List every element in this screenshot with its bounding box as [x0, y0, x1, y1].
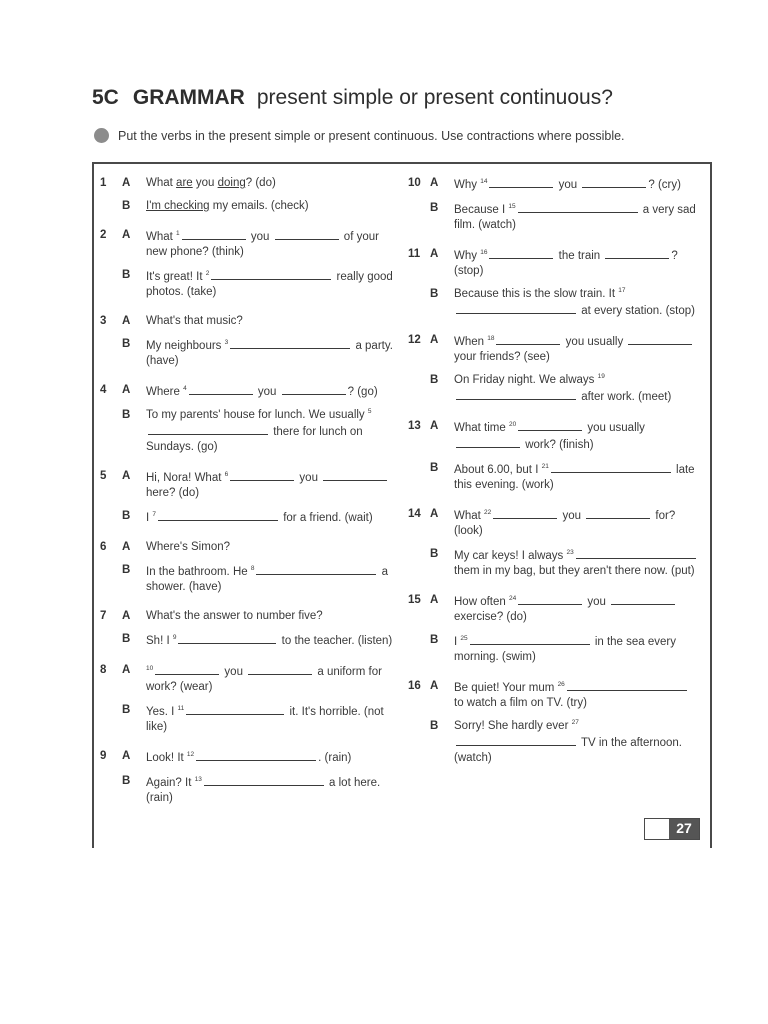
- text-segment: My car keys! I always: [454, 550, 567, 562]
- text-segment: About 6.00, but I: [454, 464, 542, 476]
- answer-blank[interactable]: [611, 593, 675, 605]
- dialogue-text: [454, 507, 700, 539]
- text-segment: TV in the afternoon. (watch): [454, 737, 682, 764]
- text-segment: late this evening. (work): [454, 464, 695, 491]
- speaker-label: A: [122, 541, 131, 553]
- gap-number: 10: [146, 665, 154, 672]
- text-segment: Because this is the slow train. It: [454, 288, 619, 300]
- exercise-number: [408, 547, 430, 579]
- text-segment: a uniform for work? (wear): [146, 666, 382, 693]
- dialogue-line: [100, 314, 400, 329]
- dialogue-text: [454, 593, 700, 625]
- dialogue-line: [100, 337, 400, 369]
- text-segment: What's that music?: [146, 315, 243, 327]
- exercise-item: [100, 469, 400, 526]
- page-title: [92, 86, 613, 110]
- exercise-item: [100, 228, 400, 300]
- dialogue-text: [454, 679, 700, 711]
- dialogue-text: [454, 176, 700, 193]
- exercise-number: 12: [408, 334, 421, 346]
- exercise-number: [408, 461, 430, 493]
- dialogue-text: [454, 333, 700, 365]
- text-segment: ? (do): [245, 177, 276, 189]
- speaker-label: B: [430, 634, 439, 646]
- text-segment: my emails. (check): [209, 200, 309, 212]
- gap-number: 15: [508, 203, 516, 210]
- answer-blank[interactable]: [551, 461, 671, 473]
- answer-blank[interactable]: [576, 547, 696, 559]
- text-segment: in the sea every morning. (swim): [454, 636, 677, 663]
- answer-blank[interactable]: [230, 337, 350, 349]
- text-segment: Because I: [454, 204, 509, 216]
- dialogue-text: [454, 547, 700, 579]
- text-segment: here? (do): [146, 487, 200, 499]
- dialogue-line: [100, 383, 400, 400]
- text-segment: What: [454, 510, 485, 522]
- text-segment: Sh! I: [146, 635, 173, 647]
- dialogue-line: [100, 663, 400, 695]
- answer-blank[interactable]: [456, 436, 520, 448]
- exercise-number: 6: [100, 541, 107, 553]
- exercise-number: [100, 509, 122, 526]
- exercise-number: 15: [408, 594, 421, 606]
- gap-number: 24: [508, 595, 517, 602]
- dialogue-line: [408, 593, 700, 625]
- answer-blank[interactable]: [196, 749, 316, 761]
- text-segment: for a friend. (wait): [280, 512, 373, 524]
- text-segment: you: [221, 666, 247, 678]
- speaker-label: B: [122, 775, 131, 787]
- text-segment: exercise? (do): [454, 611, 527, 623]
- gap-number: 27: [571, 719, 579, 726]
- answer-blank[interactable]: [605, 247, 669, 259]
- exercise-item: [408, 507, 700, 579]
- exercise-number: 13: [408, 420, 421, 432]
- answer-blank[interactable]: [518, 593, 582, 605]
- text-segment: you: [584, 596, 610, 608]
- text-segment: it. It's horrible. (not like): [146, 706, 384, 733]
- exercise-number: [100, 632, 122, 649]
- text-segment: Why: [454, 250, 481, 262]
- dialogue-line: [100, 632, 400, 649]
- speaker-label: A: [430, 420, 439, 432]
- text-segment: In the bathroom. He: [146, 566, 251, 578]
- speaker-label: A: [430, 248, 439, 260]
- text-segment: really good photos. (take): [146, 271, 393, 298]
- gap-number: 19: [597, 373, 605, 380]
- answer-blank[interactable]: [518, 419, 582, 431]
- dialogue-text: [146, 563, 400, 595]
- exercise-item: [408, 176, 700, 233]
- exercise-number: [100, 199, 122, 214]
- answer-blank[interactable]: [178, 632, 276, 644]
- exercise-number: 1: [100, 177, 107, 189]
- dialogue-line: [408, 333, 700, 365]
- dialogue-line: [100, 563, 400, 595]
- frame-left-border: [92, 162, 94, 848]
- gap-number: 11: [177, 705, 185, 712]
- gap-number: 4: [183, 385, 187, 392]
- dialogue-text: [454, 373, 700, 405]
- exercise-item: [100, 540, 400, 595]
- answer-blank[interactable]: [493, 507, 557, 519]
- exercise-item: [100, 383, 400, 455]
- text-segment: On Friday night. We always: [454, 374, 598, 386]
- dialogue-line: [408, 633, 700, 665]
- text-segment: I: [454, 636, 461, 648]
- dialogue-text: [146, 632, 400, 649]
- exercise-number: [100, 268, 122, 300]
- text-segment: work? (finish): [522, 439, 594, 451]
- answer-blank[interactable]: [489, 176, 553, 188]
- text-segment: I: [146, 512, 153, 524]
- example-answer: I'm checking: [146, 200, 210, 212]
- text-segment: a party. (have): [146, 340, 393, 367]
- speaker-label: A: [122, 315, 131, 327]
- gap-number: 16: [480, 249, 488, 256]
- gap-number: 17: [618, 287, 626, 294]
- exercise-number: [408, 719, 430, 766]
- section-topic: present simple or present continuous?: [256, 86, 613, 109]
- gap-number: 21: [541, 463, 549, 470]
- gap-number: 14: [480, 178, 488, 185]
- text-segment: you: [254, 386, 280, 398]
- dialogue-line: [100, 199, 400, 214]
- exercise-item: [100, 176, 400, 214]
- text-segment: To my parents' house for lunch. We usually: [146, 409, 368, 421]
- dialogue-line: [100, 703, 400, 735]
- text-segment: you: [247, 231, 273, 243]
- text-segment: you usually: [562, 336, 627, 348]
- dialogue-text: [146, 408, 400, 455]
- dialogue-line: [100, 509, 400, 526]
- text-segment: you usually: [584, 422, 645, 434]
- text-segment: Sorry! She hardly ever: [454, 720, 572, 732]
- speaker-label: B: [430, 720, 439, 732]
- exercise-item: [100, 609, 400, 649]
- speaker-label: A: [122, 177, 131, 189]
- text-segment: ? (cry): [648, 179, 681, 191]
- dialogue-text: [454, 201, 700, 233]
- dialogue-text: [454, 419, 700, 453]
- text-segment: for? (look): [454, 510, 676, 537]
- answer-blank[interactable]: [567, 679, 687, 691]
- speaker-label: B: [122, 564, 131, 576]
- exercise-number: [100, 703, 122, 735]
- answer-blank[interactable]: [155, 663, 219, 675]
- dialogue-line: [408, 201, 700, 233]
- speaker-label: B: [430, 288, 439, 300]
- answer-blank[interactable]: [186, 703, 284, 715]
- instruction-bullet-icon: [94, 128, 109, 143]
- answer-blank[interactable]: [148, 423, 268, 435]
- dialogue-line: [408, 679, 700, 711]
- exercise-item: [100, 314, 400, 369]
- exercise-number: [408, 287, 430, 319]
- speaker-label: B: [122, 409, 131, 421]
- dialogue-text: [454, 719, 700, 766]
- text-segment: What: [146, 177, 177, 189]
- dialogue-line: [100, 469, 400, 501]
- text-segment: a shower. (have): [146, 566, 389, 593]
- answer-blank[interactable]: [628, 333, 692, 345]
- exercise-item: [408, 247, 700, 319]
- gap-number: 3: [224, 339, 229, 346]
- text-segment: you: [192, 177, 218, 189]
- exercise-number: 8: [100, 664, 107, 676]
- answer-blank[interactable]: [518, 201, 638, 213]
- text-segment: When: [454, 336, 488, 348]
- exercise-number: [408, 633, 430, 665]
- answer-blank[interactable]: [256, 563, 376, 575]
- speaker-label: A: [430, 594, 439, 606]
- answer-blank[interactable]: [211, 268, 331, 280]
- dialogue-text: [146, 540, 400, 555]
- dialogue-text: [146, 268, 400, 300]
- text-segment: ? (go): [347, 386, 378, 398]
- text-segment: Why: [454, 179, 481, 191]
- exercise-number: [408, 373, 430, 405]
- text-segment: your friends? (see): [454, 351, 550, 363]
- answer-blank[interactable]: [248, 663, 312, 675]
- text-segment: after work. (meet): [578, 391, 672, 403]
- exercise-number: 14: [408, 508, 421, 520]
- text-segment: Look! It: [146, 752, 187, 764]
- answer-blank[interactable]: [582, 176, 646, 188]
- dialogue-line: [100, 176, 400, 191]
- gap-number: 1: [176, 230, 180, 237]
- dialogue-line: [100, 774, 400, 806]
- exercise-number: 16: [408, 680, 421, 692]
- text-segment: Yes. I: [146, 706, 178, 718]
- text-segment: there for lunch on Sundays. (go): [146, 426, 363, 453]
- answer-blank[interactable]: [158, 509, 278, 521]
- instruction-row: [94, 128, 625, 143]
- left-column: [100, 176, 400, 820]
- dialogue-line: [408, 507, 700, 539]
- text-segment: ? (stop): [454, 250, 678, 277]
- text-segment: you: [559, 510, 585, 522]
- gap-number: 25: [460, 635, 468, 642]
- text-segment: you: [555, 179, 581, 191]
- speaker-label: B: [430, 462, 439, 474]
- exercise-item: [100, 663, 400, 735]
- exercise-number: [100, 774, 122, 806]
- exercise-number: 5: [100, 470, 107, 482]
- dialogue-line: [100, 228, 400, 260]
- exercise-number: 11: [408, 248, 421, 260]
- dialogue-line: [408, 287, 700, 319]
- gap-number: 8: [250, 565, 255, 572]
- exercise-item: [408, 419, 700, 493]
- dialogue-text: [146, 749, 400, 766]
- exercise-number: 2: [100, 229, 107, 241]
- dialogue-text: [146, 199, 400, 214]
- exercise-number: 9: [100, 750, 107, 762]
- dialogue-text: [146, 509, 400, 526]
- page-number-blank: [645, 819, 669, 839]
- section-code: 5C: [92, 86, 119, 109]
- exercise-item: [408, 593, 700, 665]
- text-segment: What's the answer to number five?: [146, 610, 323, 622]
- dialogue-text: [146, 469, 400, 501]
- frame-top-border: [92, 162, 712, 164]
- speaker-label: A: [430, 680, 439, 692]
- text-segment: the train: [555, 250, 604, 262]
- speaker-label: B: [122, 510, 131, 522]
- text-segment: Where: [146, 386, 184, 398]
- text-segment: a very sad film. (watch): [454, 204, 696, 231]
- speaker-label: B: [122, 633, 131, 645]
- answer-blank[interactable]: [189, 383, 253, 395]
- dialogue-text: [146, 176, 400, 191]
- text-segment: to the teacher. (listen): [278, 635, 393, 647]
- answer-blank[interactable]: [470, 633, 590, 645]
- text-segment: Be quiet! Your mum: [454, 682, 558, 694]
- speaker-label: B: [430, 374, 439, 386]
- right-column: [408, 176, 700, 780]
- text-segment: at every station. (stop): [578, 305, 695, 317]
- gap-number: 12: [186, 751, 195, 758]
- exercise-number: [100, 408, 122, 455]
- exercise-number: [100, 337, 122, 369]
- text-segment: How often: [454, 596, 509, 608]
- dialogue-line: [408, 461, 700, 493]
- page-number: 27: [669, 819, 699, 839]
- speaker-label: B: [430, 548, 439, 560]
- gap-number: 9: [172, 634, 177, 641]
- dialogue-line: [408, 719, 700, 766]
- speaker-label: B: [122, 338, 131, 350]
- dialogue-text: [454, 247, 700, 279]
- dialogue-line: [100, 540, 400, 555]
- dialogue-line: [100, 749, 400, 766]
- dialogue-text: [146, 703, 400, 735]
- dialogue-text: [146, 314, 400, 329]
- dialogue-text: [454, 461, 700, 493]
- speaker-label: A: [122, 610, 131, 622]
- text-segment: you: [296, 472, 322, 484]
- answer-blank[interactable]: [456, 302, 576, 314]
- exercise-number: [100, 563, 122, 595]
- example-answer: doing: [217, 177, 246, 189]
- text-segment: My neighbours: [146, 340, 225, 352]
- gap-number: 20: [508, 421, 517, 428]
- gap-number: 7: [152, 511, 157, 518]
- speaker-label: A: [122, 664, 131, 676]
- text-segment: It's great! It: [146, 271, 206, 283]
- dialogue-text: [146, 663, 400, 695]
- text-segment: Again? It: [146, 777, 195, 789]
- dialogue-line: [408, 247, 700, 279]
- text-segment: to watch a film on TV. (try): [454, 697, 587, 709]
- gap-number: 2: [205, 270, 210, 277]
- answer-blank[interactable]: [204, 774, 324, 786]
- exercise-item: [100, 749, 400, 806]
- text-segment: What time: [454, 422, 509, 434]
- text-segment: them in my bag, but they aren't there now. (put): [454, 565, 695, 577]
- text-segment: Hi, Nora! What: [146, 472, 225, 484]
- dialogue-line: [408, 176, 700, 193]
- speaker-label: A: [430, 334, 439, 346]
- speaker-label: A: [122, 470, 131, 482]
- answer-blank[interactable]: [230, 469, 294, 481]
- dialogue-line: [408, 373, 700, 405]
- exercise-item: [408, 679, 700, 766]
- answer-blank[interactable]: [456, 388, 576, 400]
- speaker-label: B: [122, 269, 131, 281]
- answer-blank[interactable]: [456, 734, 576, 746]
- speaker-label: B: [122, 704, 131, 716]
- speaker-label: A: [430, 177, 439, 189]
- speaker-label: A: [122, 229, 131, 241]
- dialogue-line: [100, 609, 400, 624]
- text-segment: Where's Simon?: [146, 541, 231, 553]
- gap-number: 26: [557, 681, 565, 688]
- frame-right-border: [710, 162, 712, 848]
- speaker-label: A: [122, 750, 131, 762]
- exercise-number: 3: [100, 315, 107, 327]
- dialogue-text: [146, 383, 400, 400]
- dialogue-text: [454, 287, 700, 319]
- answer-blank[interactable]: [489, 247, 553, 259]
- gap-number: 13: [194, 776, 202, 783]
- dialogue-line: [408, 547, 700, 579]
- answer-blank[interactable]: [275, 228, 339, 240]
- exercise-number: [408, 201, 430, 233]
- gap-number: 6: [224, 471, 229, 478]
- dialogue-line: [100, 408, 400, 455]
- text-segment: What: [146, 231, 177, 243]
- dialogue-line: [408, 419, 700, 453]
- gap-number: 22: [484, 509, 492, 516]
- speaker-label: A: [122, 384, 131, 396]
- dialogue-line: [100, 268, 400, 300]
- speaker-label: B: [430, 202, 439, 214]
- exercise-number: 4: [100, 384, 107, 396]
- speaker-label: A: [430, 508, 439, 520]
- text-segment: . (rain): [318, 752, 352, 764]
- gap-number: 23: [566, 549, 574, 556]
- section-heading: GRAMMAR: [132, 86, 245, 109]
- dialogue-text: [146, 609, 400, 624]
- answer-blank[interactable]: [496, 333, 560, 345]
- text-segment: of your new phone? (think): [146, 231, 379, 258]
- exercise-number: 10: [408, 177, 421, 189]
- answer-blank[interactable]: [323, 469, 387, 481]
- answer-blank[interactable]: [586, 507, 650, 519]
- exercise-item: [408, 333, 700, 405]
- dialogue-text: [454, 633, 700, 665]
- example-answer: are: [176, 177, 193, 189]
- speaker-label: B: [122, 200, 131, 212]
- dialogue-text: [146, 774, 400, 806]
- page-number-box: [644, 818, 700, 840]
- answer-blank[interactable]: [282, 383, 346, 395]
- gap-number: 18: [487, 335, 495, 342]
- answer-blank[interactable]: [182, 228, 246, 240]
- exercise-number: 7: [100, 610, 107, 622]
- gap-number: 5: [367, 408, 372, 415]
- text-segment: a lot here. (rain): [146, 777, 381, 804]
- dialogue-text: [146, 337, 400, 369]
- dialogue-text: [146, 228, 400, 260]
- instruction-text: Put the verbs in the present simple or present continuous. Use contractions where possible.: [118, 129, 625, 143]
